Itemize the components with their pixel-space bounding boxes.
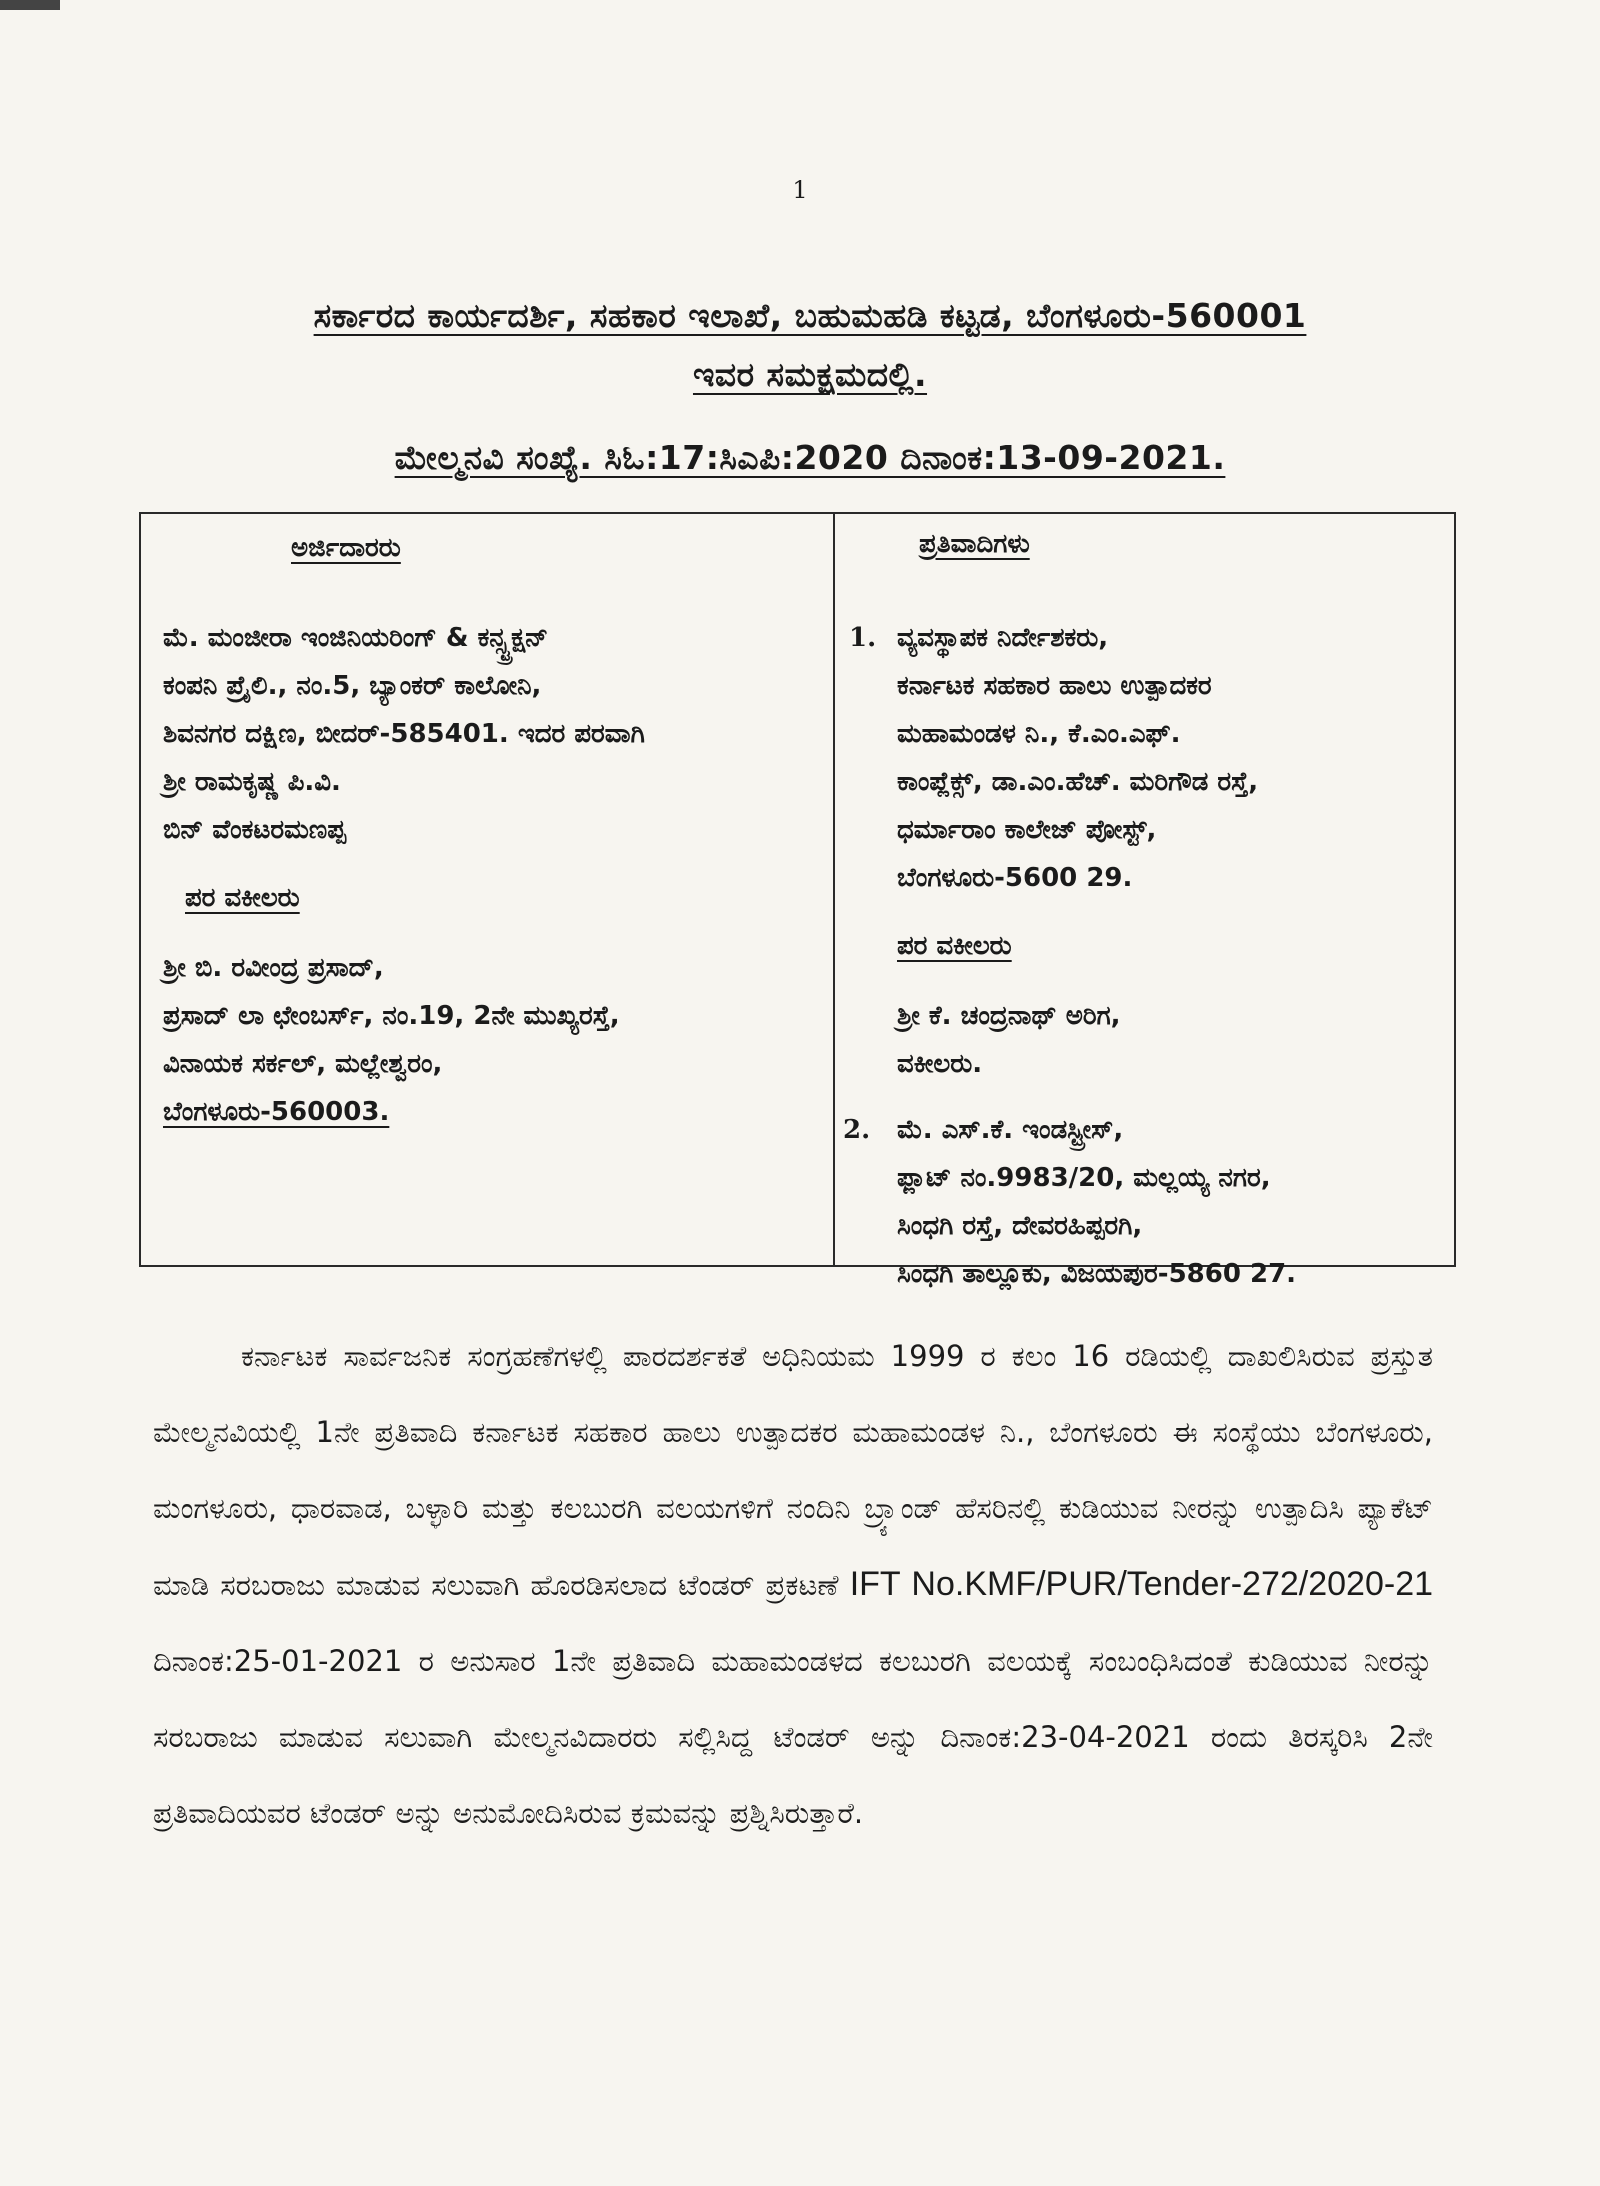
scan-edge-mark <box>0 0 60 10</box>
header-appeal-number: ಮೇಲ್ಮನವಿ ಸಂಖ್ಯೆ. ಸಿಓ:17:ಸಿಎಪಿ:2020 ದಿನಾಂಕ:13-09-2021. <box>394 438 1226 477</box>
respondent-2-line: ಮೆ. ಎಸ್.ಕೆ. ಇಂಡಸ್ಟ್ರೀಸ್, <box>897 1115 1124 1145</box>
respondent-advocate-line: ವಕೀಲರು. <box>897 1049 983 1079</box>
appellant-advocate-line: ಪ್ರಸಾದ್ ಲಾ ಛೇಂಬರ್ಸ್, ನಂ.19, 2ನೇ ಮುಖ್ಯರಸ್ತೆ, <box>163 1001 620 1031</box>
appellant-advocate-line: ವಿನಾಯಕ ಸರ್ಕಲ್, ಮಲ್ಲೇಶ್ವರಂ, <box>163 1049 443 1079</box>
appellant-advocate-line: ಶ್ರೀ ಬಿ. ರವೀಂದ್ರ ಪ್ರಸಾದ್, <box>163 953 384 983</box>
appellant-line: ಮೆ. ಮಂಜೀರಾ ಇಂಜಿನಿಯರಿಂಗ್ & ಕನ್ಸ್ಟ್ರಕ್ಷನ್ <box>163 623 549 653</box>
appellant-line: ಕಂಪನಿ ಪ್ರೈಲಿ., ನಂ.5, ಬ್ಯಾಂಕರ್ ಕಾಲೋನಿ, <box>163 671 542 701</box>
tender-reference: IFT No.KMF/PUR/Tender-272/2020-21 <box>849 1565 1434 1603</box>
appellants-heading: ಅರ್ಜಿದಾರರು <box>291 533 401 563</box>
respondent-advocate-line: ಶ್ರೀ ಕೆ. ಚಂದ್ರನಾಥ್ ಅರಿಗ, <box>897 1001 1121 1031</box>
respondent-1-line: ಕಾಂಪ್ಲೆಕ್ಸ್, ಡಾ.ಎಂ.ಹೆಚ್. ಮರಿಗೌಡ ರಸ್ತೆ, <box>897 767 1259 797</box>
respondents-heading: ಪ್ರತಿವಾದಿಗಳು <box>919 529 1030 559</box>
appellant-advocate-line: ಬೆಂಗಳೂರು-560003. <box>163 1097 390 1127</box>
respondent-1-number: 1. <box>849 623 877 653</box>
respondent-advocate-heading: ಪರ ವಕೀಲರು <box>897 931 1012 961</box>
header-authority: ಸರ್ಕಾರದ ಕಾರ್ಯದರ್ಶಿ, ಸಹಕಾರ ಇಲಾಖೆ, ಬಹುಮಹಡಿ ಕಟ್ಟಡ, ಬೆಂಗಳೂರು-560001 <box>313 296 1307 335</box>
respondent-2-line: ಸಿಂಧಗಿ ತಾಲ್ಲೂಕು, ವಿಜಯಪುರ-5860 27. <box>897 1259 1297 1289</box>
appellant-line: ಶಿವನಗರ ದಕ್ಷಿಣ, ಬೀದರ್-585401. ಇದರ ಪರವಾಗಿ <box>163 719 645 749</box>
body-paragraph <box>153 1318 1433 1851</box>
page-number: 1 <box>792 176 808 204</box>
appellant-line: ಬಿನ್ ವೆಂಕಟರಮಣಪ್ಪ <box>163 815 346 845</box>
parties-table <box>139 512 1456 1289</box>
respondent-1-line: ಬೆಂಗಳೂರು-5600 29. <box>897 863 1133 893</box>
respondent-2-line: ಫ್ಲಾಟ್ ನಂ.9983/20, ಮಲ್ಲಯ್ಯ ನಗರ, <box>897 1163 1271 1193</box>
respondent-2-number: 2. <box>843 1115 871 1145</box>
header-presence: ಇವರ ಸಮಕ್ಷಮದಲ್ಲಿ. <box>692 355 928 394</box>
appellant-advocate-heading: ಪರ ವಕೀಲರು <box>185 883 300 913</box>
respondent-1-line: ಧರ್ಮಾರಾಂ ಕಾಲೇಜ್ ಪೋಸ್ಟ್, <box>897 815 1157 845</box>
appellant-line: ಶ್ರೀ ರಾಮಕೃಷ್ಣ ಪಿ.ವಿ. <box>163 767 341 797</box>
body-text-part1: ಕರ್ನಾಟಕ ಸಾರ್ವಜನಿಕ ಸಂಗ್ರಹಣೆಗಳಲ್ಲಿ ಪಾರದರ್ಶಕತೆ ಅಧಿನಿಯಮ 1999 ರ ಕಲಂ 16 ರಡಿಯಲ್ಲಿ ದಾಖಲಿಸಿರುವ ಪ್ರಸ್ತುತ ಮೇಲ್ಮನವಿಯಲ್ಲಿ 1ನೇ ಪ್ರತಿವಾದಿ ಕರ್ನಾಟಕ ಸಹಕಾರ ಹಾಲು ಉತ್ಪಾದಕರ ಮಹಾಮಂಡಳ ನಿ., ಬೆಂಗಳೂರು ಈ ಸಂಸ್ಥೆಯು ಬೆಂಗಳೂರು, ಮಂಗಳೂರು, ಧಾರವಾಡ, ಬಳ್ಳಾರಿ ಮತ್ತು ಕಲಬುರಗಿ ವಲಯಗಳಿಗೆ ನಂದಿನಿ ಬ್ರ್ಯಾಂಡ್ ಹೆಸರಿನಲ್ಲಿ ಕುಡಿಯುವ ನೀರನ್ನು ಉತ್ಪಾದಿಸಿ ಪ್ಯಾಕೆಟ್ ಮಾಡಿ ಸರಬರಾಜು ಮಾಡುವ ಸಲುವಾಗಿ ಹೊರಡಿಸಲಾದ ಟೆಂಡರ್ ಪ್ರಕಟಣೆ <box>153 1339 1433 1602</box>
body-text-part2: ದಿನಾಂಕ:25-01-2021 ರ ಅನುಸಾರ 1ನೇ ಪ್ರತಿವಾದಿ ಮಹಾಮಂಡಳದ ಕಲಬುರಗಿ ವಲಯಕ್ಕೆ ಸಂಬಂಧಿಸಿದಂತೆ ಕುಡಿಯುವ ನೀರನ್ನು ಸರಬರಾಜು ಮಾಡುವ ಸಲುವಾಗಿ ಮೇಲ್ಮನವಿದಾರರು ಸಲ್ಲಿಸಿದ್ದ ಟೆಂಡರ್ ಅನ್ನು ದಿನಾಂಕ:23-04-2021 ರಂದು ತಿರಸ್ಕರಿಸಿ 2ನೇ ಪ್ರತಿವಾದಿಯವರ ಟೆಂಡರ್ ಅನ್ನು ಅನುಮೋದಿಸಿರುವ ಕ್ರಮವನ್ನು ಪ್ರಶ್ನಿಸಿರುತ್ತಾರೆ. <box>153 1644 1433 1830</box>
respondent-1-line: ವ್ಯವಸ್ಥಾಪಕ ನಿರ್ದೇಶಕರು, <box>897 623 1109 653</box>
respondent-1-line: ಕರ್ನಾಟಕ ಸಹಕಾರ ಹಾಲು ಉತ್ಪಾದಕರ <box>897 671 1212 701</box>
respondent-2-line: ಸಿಂಧಗಿ ರಸ್ತೆ, ದೇವರಹಿಪ್ಪರಗಿ, <box>897 1211 1143 1241</box>
table-divider <box>833 514 835 1265</box>
respondent-1-line: ಮಹಾಮಂಡಳ ನಿ., ಕೆ.ಎಂ.ಎಫ್. <box>897 719 1181 749</box>
